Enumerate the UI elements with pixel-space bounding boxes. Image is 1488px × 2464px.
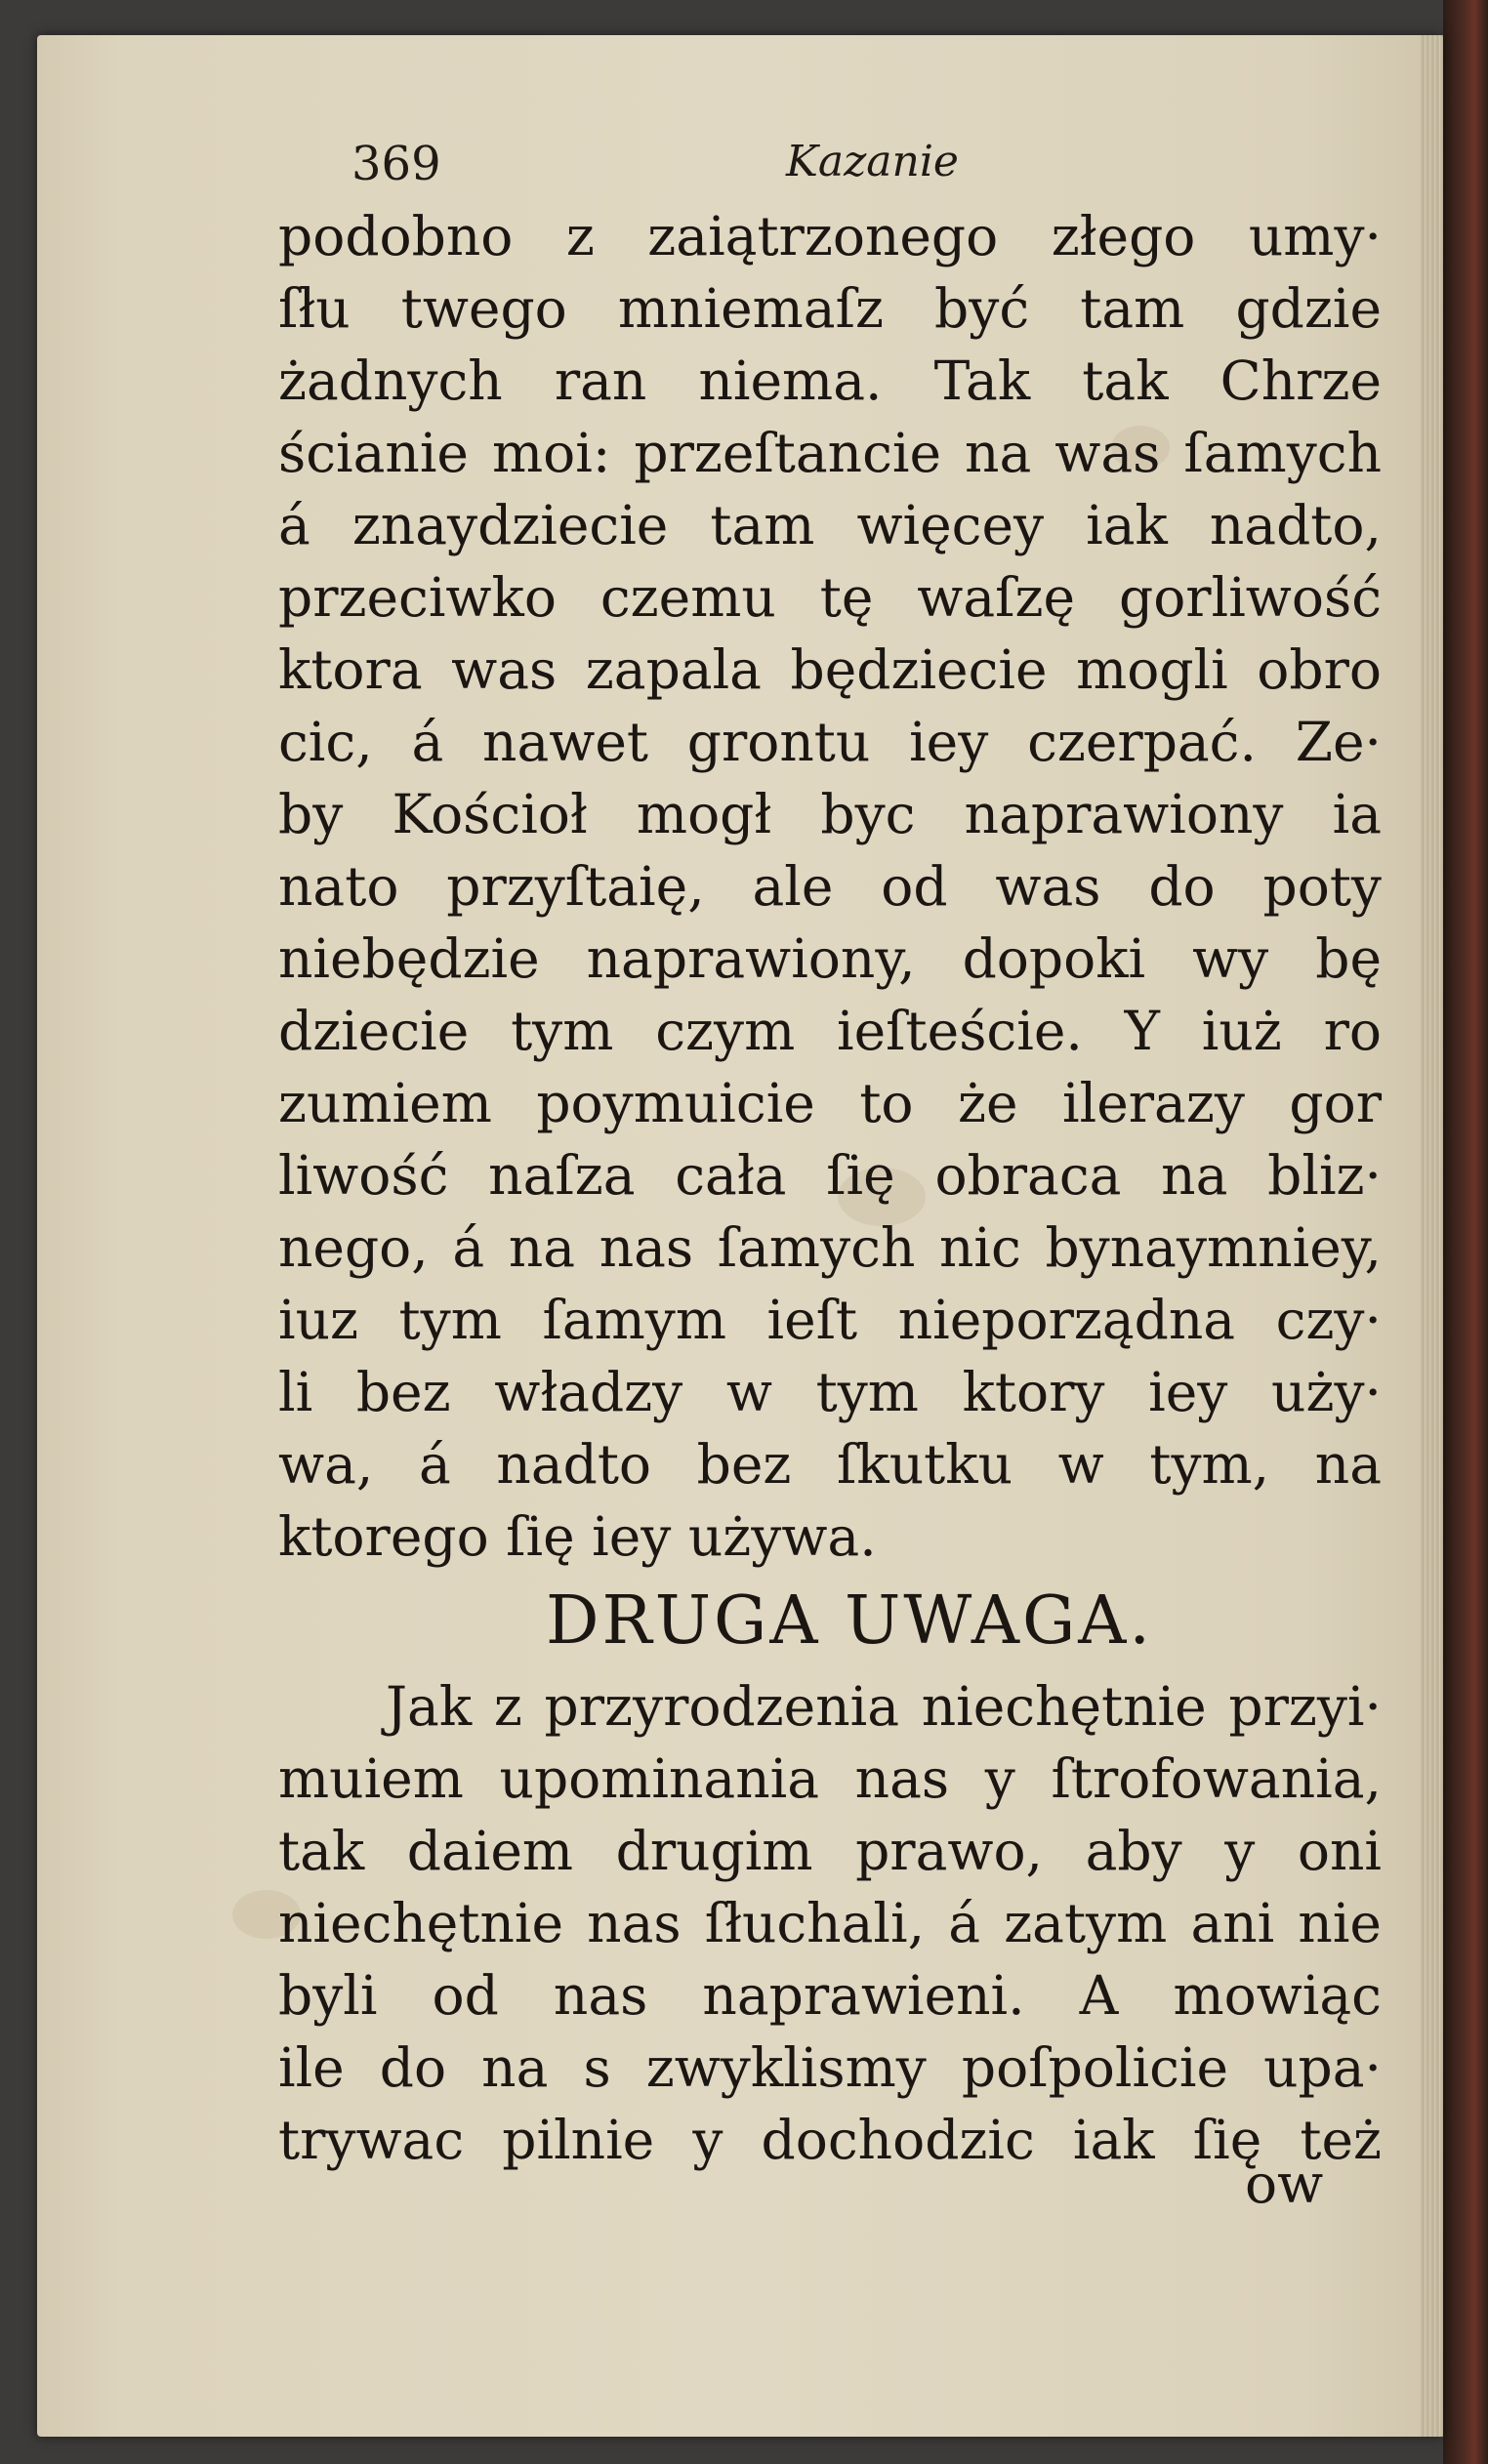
text-line: ſłu twego mniemaſz być tam gdzie (278, 277, 1382, 340)
text-line: żadnych ran niema. Tak tak Chrze (278, 349, 1382, 412)
text-line: przeciwko czemu tę waſzę gorliwość (278, 566, 1382, 629)
text-line: zumiem poymuicie to że ilerazy gor (278, 1072, 1382, 1134)
text-line: nato przyſtaię, ale od was do poty (278, 855, 1382, 918)
text-line: á znaydziecie tam więcey iak nadto, (278, 494, 1382, 556)
text-line: by Kościoł mogł byc naprawiony ia (278, 783, 1382, 845)
text-line: Jak z przyrodzenia niechętnie przyi· (386, 1675, 1382, 1738)
text-line: niebędzie naprawiony, dopoki wy bę (278, 927, 1382, 990)
text-line: cic, á nawet grontu iey czerpać. Ze· (278, 711, 1382, 773)
page-number: 369 (351, 137, 441, 191)
text-line: ktora was zapala będziecie mogli obro (278, 638, 1382, 701)
text-line: tak daiem drugim prawo, aby y oni (278, 1820, 1382, 1882)
book-spine (1443, 0, 1488, 2464)
text-line: podobno z zaiątrzonego złego umy· (278, 205, 1382, 267)
page-edge (1421, 35, 1443, 2437)
catchword: ow (1245, 2153, 1324, 2215)
text-line: muiem upominania nas y ſtrofowania, (278, 1747, 1382, 1810)
text-line: li bez władzy w tym ktory iey uży· (278, 1361, 1382, 1423)
text-line: trywac pilnie y dochodzic iak ſię też (278, 2109, 1382, 2171)
text-block (278, 200, 1382, 2176)
text-line: liwość naſza cała ſię obraca na bliz· (278, 1144, 1382, 1207)
text-line: wa, á nadto bez ſkutku w tym, na (278, 1433, 1382, 1496)
text-line: nego, á na nas ſamych nic bynaymniey, (278, 1216, 1382, 1279)
text-line: niechętnie nas ſłuchali, á zatym ani nie (278, 1892, 1382, 1954)
section-heading: DRUGA UWAGA. (545, 1582, 1154, 1660)
text-line: ścianie moi: przeſtancie na was ſamych (278, 422, 1382, 484)
text-line: ile do na s zwyklismy poſpolicie upa· (278, 2036, 1382, 2099)
text-line: ktorego ſię iey używa. (278, 1505, 877, 1568)
text-line: dziecie tym czym ieſteście. Y iuż ro (278, 1000, 1382, 1062)
text-line: byli od nas naprawieni. A mowiąc (278, 1964, 1382, 2027)
running-title: Kazanie (786, 137, 959, 186)
running-head (351, 137, 1250, 205)
text-line: iuz tym ſamym ieſt nieporządna czy· (278, 1289, 1382, 1351)
